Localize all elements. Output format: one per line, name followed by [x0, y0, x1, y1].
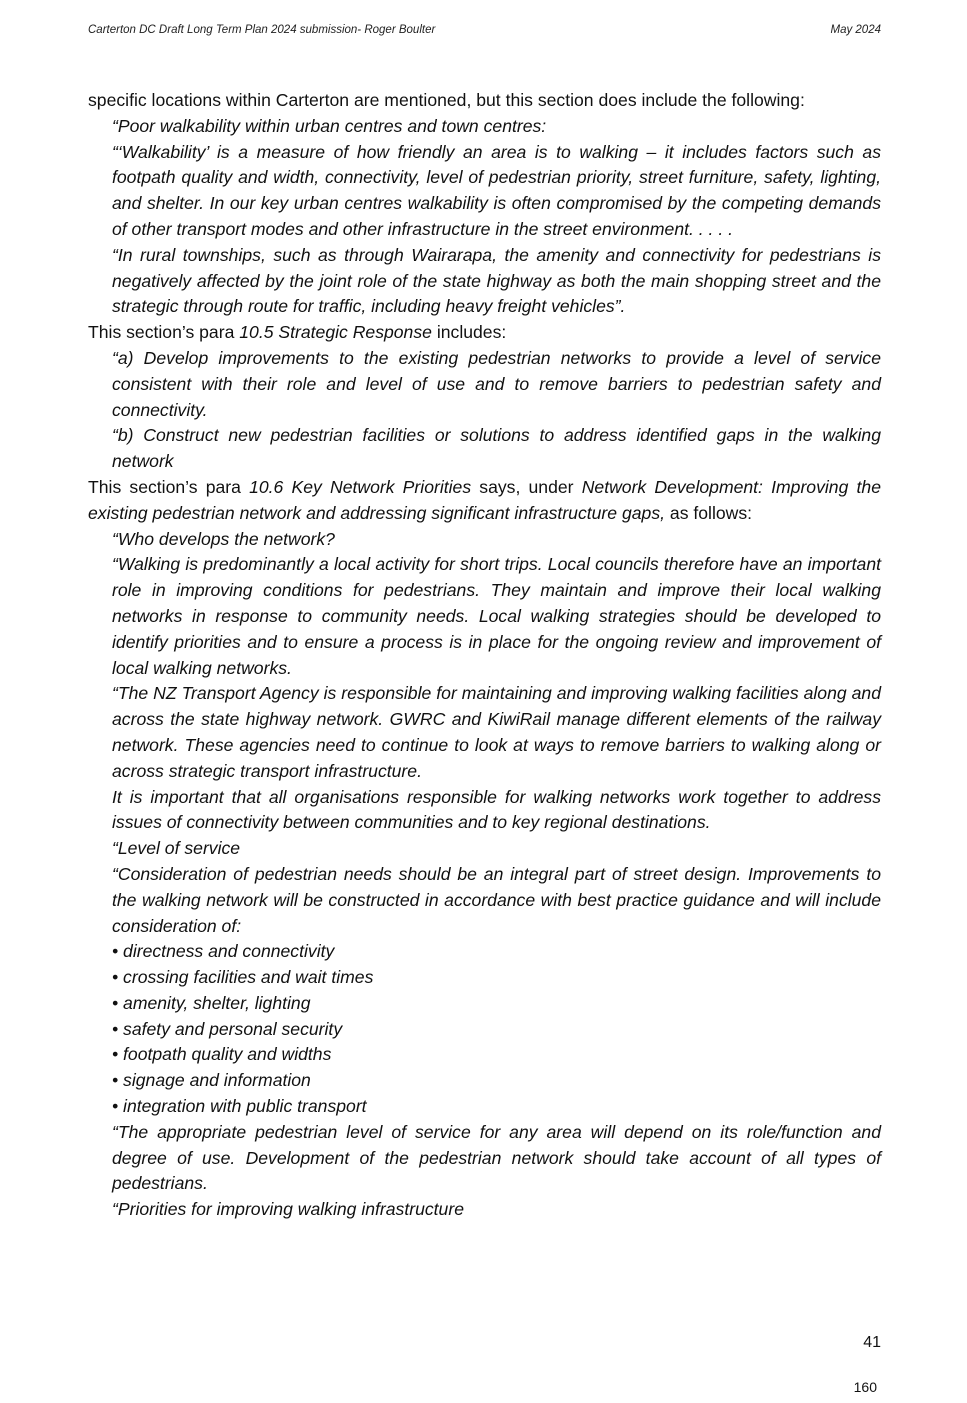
quote-local-activity: “Walking is predominantly a local activity for short trips. Local councils therefore have an important role in improving conditions for pedestrians. They maintain and improve their local walking networks in response to community needs. Local walking strategies should be developed to identify priorities and to ensure a process is in place for the ongoing review and improvement of local walking networks.: [112, 554, 881, 678]
section-ref-10-6: 10.6 Key Network Priorities: [249, 476, 472, 497]
network-development-heading: Network Development: Improving the existing pedestrian network and addressing significant infrastructure gaps,: [88, 476, 881, 523]
quote-response-b: “b) Construct new pedestrian facilities or solutions to address identified gaps in the walking network: [112, 425, 881, 472]
paragraph-network-priorities: This section’s para 10.6 Key Network Priorities says, under Network Development: Improving the existing pedestrian network and addressing significant infrastructure gaps, as follows:: [88, 476, 881, 523]
quote-consideration: “Consideration of pedestrian needs should be an integral part of street design. Improvements to the walking network will be constructed in accordance with best practice guidance and will include consideration of:: [112, 863, 881, 936]
list-item: • footpath quality and widths: [112, 1044, 332, 1065]
page-number: 41: [863, 1334, 881, 1351]
intro-paragraph: specific locations within Carterton are mentioned, but this section does include the following:: [88, 90, 805, 110]
section-ref-10-5: 10.5 Strategic Response: [239, 322, 432, 343]
list-item: • directness and connectivity: [112, 941, 335, 962]
quote-level-of-service: “Level of service: [112, 838, 241, 859]
page-header: [88, 24, 881, 40]
quote-rural-townships: “In rural townships, such as through Wairarapa, the amenity and connectivity for pedestrians is negatively affected by the joint role of the state highway as both the main shopping street and the strategic through route for traffic, including heavy freight vehicles”.: [112, 244, 881, 317]
quote-appropriate-level: “The appropriate pedestrian level of service for any area will depend on its role/function and degree of use. Development of the pedestrian network should take account of all types of pedestrians.: [112, 1121, 881, 1194]
paragraph-strategic-response: This section’s para 10.5 Strategic Response includes:: [88, 322, 507, 343]
quote-organisations: It is important that all organisations responsible for walking networks work together to address issues of connectivity between communities and to key regional destinations.: [112, 786, 881, 833]
document-body: [88, 88, 881, 1223]
document-page-number: 160: [853, 1379, 877, 1395]
quote-response-a: “a) Develop improvements to the existing pedestrian networks to provide a level of service consistent with their role and level of use and to remove barriers to pedestrian safety and connectivity.: [112, 347, 881, 420]
quote-walkability-definition: “‘Walkability’ is a measure of how friendly an area is to walking – it includes factors such as footpath quality and width, connectivity, level of pedestrian priority, street furniture, safety, lighting, and shelter. In our key urban centres walkability is often compromised by the competing demands of other transport modes and other infrastructure in the street environment. . . . .: [112, 141, 881, 239]
list-item: • crossing facilities and wait times: [112, 967, 374, 988]
list-item: • safety and personal security: [112, 1018, 343, 1039]
quote-walkability-heading: “Poor walkability within urban centres and town centres:: [112, 115, 547, 136]
quote-priorities: “Priorities for improving walking infrastructure: [112, 1199, 464, 1220]
list-item: • integration with public transport: [112, 1096, 367, 1117]
quote-who-develops: “Who develops the network?: [112, 528, 335, 549]
header-title: Carterton DC Draft Long Term Plan 2024 submission- Roger Boulter: [88, 24, 436, 36]
quote-nzta: “The NZ Transport Agency is responsible for maintaining and improving walking facilities along and across the state highway network. GWRC and KiwiRail manage different elements of the railway network. These agencies need to continue to look at ways to remove barriers to walking along or across strategic transport infrastructure.: [112, 683, 881, 781]
header-date: May 2024: [830, 24, 881, 36]
list-item: • signage and information: [112, 1070, 311, 1091]
list-item: • amenity, shelter, lighting: [112, 992, 311, 1013]
